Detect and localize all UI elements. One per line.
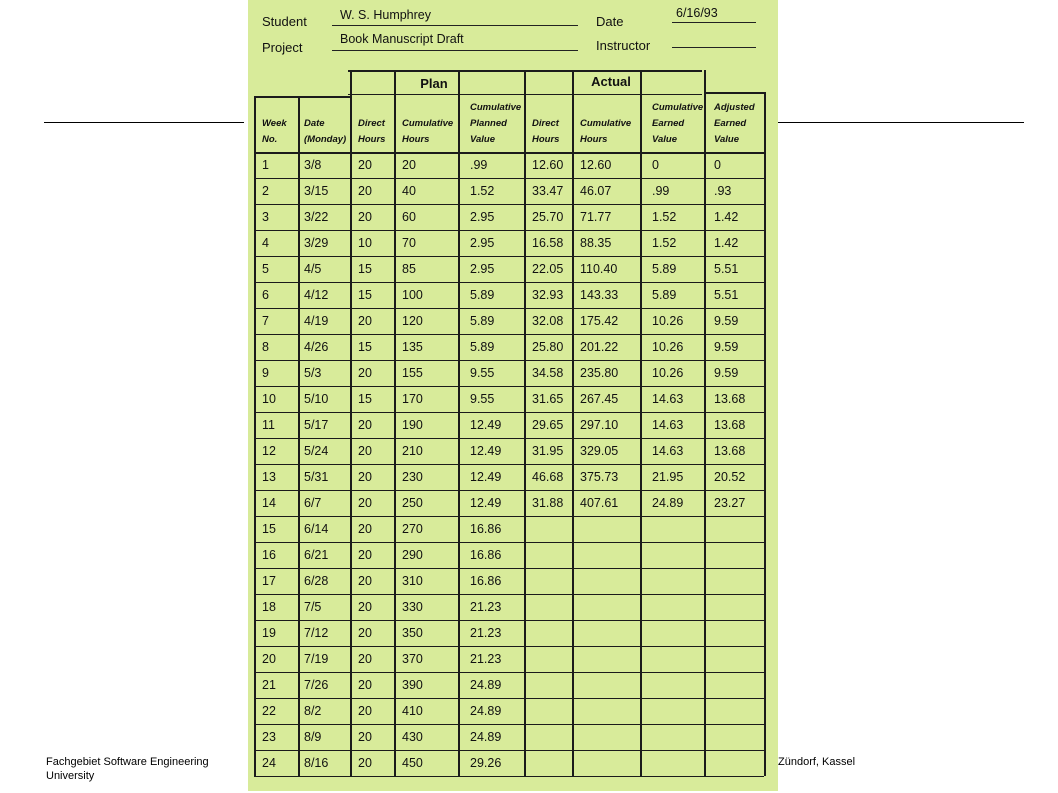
column-header <box>580 116 631 148</box>
table-cell: 8/9 <box>304 730 322 744</box>
table-cell: 7/26 <box>304 678 329 692</box>
table-cell: 1.52 <box>652 210 677 224</box>
table-cell: 6/14 <box>304 522 329 536</box>
column-divider <box>572 70 574 776</box>
table-cell: 330 <box>402 600 423 614</box>
row-divider <box>254 386 764 387</box>
table-cell: 9 <box>262 366 269 380</box>
table-cell: 5/31 <box>304 470 329 484</box>
table-cell: 88.35 <box>580 236 612 250</box>
table-cell: 3/8 <box>304 158 322 172</box>
date-label: Date <box>596 14 624 29</box>
row-divider <box>254 412 764 413</box>
table-cell: 13.68 <box>714 418 746 432</box>
table-cell: 2 <box>262 184 269 198</box>
table-cell: 20 <box>358 652 372 666</box>
column-header-line: Direct <box>532 118 559 129</box>
table-cell: 33.47 <box>532 184 564 198</box>
header-bottom-border <box>254 152 764 154</box>
table-cell: 5/17 <box>304 418 329 432</box>
table-cell: 20 <box>358 444 372 458</box>
table-cell: 407.61 <box>580 496 619 510</box>
table-cell: 14.63 <box>652 444 684 458</box>
table-cell: 70 <box>402 236 416 250</box>
table-cell: 16.86 <box>470 522 502 536</box>
table-cell: 5/24 <box>304 444 329 458</box>
table-cell: 16.58 <box>532 236 564 250</box>
table-cell: 13 <box>262 470 276 484</box>
row-divider <box>254 542 764 543</box>
table-cell: 4/5 <box>304 262 322 276</box>
table-cell: 3 <box>262 210 269 224</box>
table-cell: 1.42 <box>714 236 739 250</box>
table-cell: 5.89 <box>470 314 495 328</box>
table-cell: 5/3 <box>304 366 322 380</box>
table-cell: 24.89 <box>470 730 502 744</box>
slide-rule-right <box>778 122 1024 123</box>
table-cell: 120 <box>402 314 423 328</box>
table-cell: 1.52 <box>470 184 495 198</box>
column-divider <box>298 96 300 776</box>
table-cell: 7/19 <box>304 652 329 666</box>
table-cell: 297.10 <box>580 418 619 432</box>
table-cell: 6/21 <box>304 548 329 562</box>
table-cell: 20 <box>358 470 372 484</box>
table-cell: 15 <box>358 288 372 302</box>
table-cell: 20 <box>358 496 372 510</box>
table-cell: 13.68 <box>714 392 746 406</box>
table-cell: 7/5 <box>304 600 322 614</box>
column-divider <box>394 70 396 776</box>
table-cell: 3/29 <box>304 236 329 250</box>
table-cell: 12.60 <box>580 158 612 172</box>
table-cell: 5/10 <box>304 392 329 406</box>
table-cell: 23.27 <box>714 496 746 510</box>
table-cell: 32.08 <box>532 314 564 328</box>
table-cell: 20.52 <box>714 470 746 484</box>
column-header-line: Planned <box>470 118 507 129</box>
table-cell: 20 <box>358 522 372 536</box>
table-cell: 16.86 <box>470 548 502 562</box>
table-cell: 25.70 <box>532 210 564 224</box>
table-cell: 12.49 <box>470 496 502 510</box>
table-cell: 430 <box>402 730 423 744</box>
row-divider <box>254 308 764 309</box>
table-cell: 10 <box>358 236 372 250</box>
table-cell: 10.26 <box>652 340 684 354</box>
row-divider <box>254 464 764 465</box>
table-cell: 6 <box>262 288 269 302</box>
table-cell: 375.73 <box>580 470 619 484</box>
column-header-line: Value <box>714 134 739 145</box>
table-cell: 3/15 <box>304 184 329 198</box>
table-cell: 20 <box>358 548 372 562</box>
column-divider <box>254 96 256 776</box>
column-header <box>304 116 346 148</box>
table-cell: 13.68 <box>714 444 746 458</box>
table-cell: 390 <box>402 678 423 692</box>
table-cell: 31.95 <box>532 444 564 458</box>
table-cell: 175.42 <box>580 314 619 328</box>
table-cell: 230 <box>402 470 423 484</box>
table-cell: 17 <box>262 574 276 588</box>
table-cell: .93 <box>714 184 732 198</box>
column-header <box>470 100 521 148</box>
table-cell: 40 <box>402 184 416 198</box>
column-header <box>262 116 287 148</box>
table-cell: 4/26 <box>304 340 329 354</box>
table-cell: 10.26 <box>652 366 684 380</box>
table-cell: 20 <box>358 678 372 692</box>
table-cell: 32.93 <box>532 288 564 302</box>
table-cell: 60 <box>402 210 416 224</box>
column-header-line: Hours <box>580 134 608 145</box>
row-divider <box>254 490 764 491</box>
column-header-line: Cumulative <box>470 102 522 113</box>
table-cell: 31.65 <box>532 392 564 406</box>
table-cell: 24.89 <box>470 704 502 718</box>
table-cell: .99 <box>652 184 670 198</box>
table-cell: 3/22 <box>304 210 329 224</box>
table-cell: 34.58 <box>532 366 564 380</box>
table-cell: 24 <box>262 756 276 770</box>
table-cell: 20 <box>358 158 372 172</box>
table-cell: 12.49 <box>470 444 502 458</box>
column-header-line: Value <box>652 134 677 145</box>
row-divider <box>254 724 764 725</box>
table-cell: 2.95 <box>470 210 495 224</box>
table-cell: 2.95 <box>470 236 495 250</box>
table-cell: 29.65 <box>532 418 564 432</box>
table-cell: 46.07 <box>580 184 612 198</box>
table-cell: 22 <box>262 704 276 718</box>
table-cell: 9.59 <box>714 366 739 380</box>
column-header-line: Cumulative <box>402 118 454 129</box>
table-cell: 6/7 <box>304 496 322 510</box>
table-cell: 290 <box>402 548 423 562</box>
column-divider <box>458 70 460 776</box>
plan-section-title: Plan <box>420 76 448 91</box>
earned-value-form <box>248 0 778 791</box>
column-header-line: Cumulative <box>580 118 632 129</box>
table-cell: 329.05 <box>580 444 619 458</box>
table-cell: 5.51 <box>714 288 739 302</box>
table-cell: 15 <box>358 340 372 354</box>
table-cell: 20 <box>262 652 276 666</box>
table-cell: 12.49 <box>470 470 502 484</box>
column-header-line: Value <box>470 134 495 145</box>
table-cell: 24.89 <box>652 496 684 510</box>
table-cell: 12.60 <box>532 158 564 172</box>
row-divider <box>254 646 764 647</box>
table-cell: 15 <box>358 262 372 276</box>
row-divider <box>254 516 764 517</box>
table-cell: 350 <box>402 626 423 640</box>
table-cell: 270 <box>402 522 423 536</box>
table-cell: 20 <box>358 704 372 718</box>
column-header-line: Hours <box>532 134 560 145</box>
table-cell: 21.23 <box>470 626 502 640</box>
date-value: 6/16/93 <box>676 6 718 20</box>
table-cell: 1 <box>262 158 269 172</box>
row-divider <box>254 256 764 257</box>
column-header <box>358 116 385 148</box>
adjusted-top-border <box>704 92 764 94</box>
row-divider <box>254 334 764 335</box>
table-cell: 20 <box>358 600 372 614</box>
table-cell: 21 <box>262 678 276 692</box>
row-divider <box>254 438 764 439</box>
table-cell: 235.80 <box>580 366 619 380</box>
table-cell: 11 <box>262 418 275 432</box>
table-cell: 0 <box>652 158 659 172</box>
column-header <box>714 100 755 148</box>
footer-right-text: Zündorf, Kassel <box>778 756 856 768</box>
table-cell: 7/12 <box>304 626 329 640</box>
table-cell: 21.23 <box>470 652 502 666</box>
table-cell: 450 <box>402 756 423 770</box>
column-header-line: Direct <box>358 118 385 129</box>
table-cell: 310 <box>402 574 423 588</box>
table-cell: 250 <box>402 496 423 510</box>
row-divider <box>254 672 764 673</box>
table-cell: 20 <box>358 314 372 328</box>
column-header-line: Date <box>304 118 325 129</box>
column-header <box>532 116 559 148</box>
table-cell: 12 <box>262 444 276 458</box>
row-divider <box>254 360 764 361</box>
table-cell: 15 <box>358 392 372 406</box>
actual-section-title: Actual <box>591 74 631 89</box>
table-cell: 5.51 <box>714 262 739 276</box>
table-cell: 210 <box>402 444 423 458</box>
table-cell: 21.23 <box>470 600 502 614</box>
slide-rule-left <box>44 122 244 123</box>
table-cell: 24.89 <box>470 678 502 692</box>
table-cell: 201.22 <box>580 340 619 354</box>
table-cell: 46.68 <box>532 470 564 484</box>
table-cell: 5.89 <box>652 262 677 276</box>
row-divider <box>254 750 764 751</box>
table-cell: 170 <box>402 392 423 406</box>
row-divider <box>254 282 764 283</box>
project-value: Book Manuscript Draft <box>340 32 464 46</box>
column-header <box>652 100 703 148</box>
table-cell: 110.40 <box>580 262 618 276</box>
table-cell: 20 <box>358 366 372 380</box>
table-cell: 19 <box>262 626 276 640</box>
column-header <box>402 116 453 148</box>
table-cell: 4 <box>262 236 269 250</box>
table-cell: 21.95 <box>652 470 684 484</box>
table-cell: 14 <box>262 496 276 510</box>
table-cell: 1.42 <box>714 210 739 224</box>
table-cell: 16 <box>262 548 276 562</box>
column-divider <box>524 70 526 776</box>
table-cell: 4/19 <box>304 314 329 328</box>
table-cell: 16.86 <box>470 574 502 588</box>
table-cell: 18 <box>262 600 276 614</box>
table-cell: .99 <box>470 158 488 172</box>
table-cell: 10.26 <box>652 314 684 328</box>
table-cell: 9.55 <box>470 392 495 406</box>
table-cell: 370 <box>402 652 423 666</box>
row-divider <box>254 568 764 569</box>
row-divider <box>254 204 764 205</box>
row-divider <box>254 178 764 179</box>
table-cell: 9.55 <box>470 366 495 380</box>
table-cell: 20 <box>358 210 372 224</box>
table-top-border <box>254 96 350 98</box>
table-cell: 9.59 <box>714 314 739 328</box>
table-cell: 6/28 <box>304 574 329 588</box>
table-cell: 22.05 <box>532 262 564 276</box>
table-cell: 155 <box>402 366 423 380</box>
table-cell: 20 <box>358 574 372 588</box>
table-cell: 5.89 <box>470 288 495 302</box>
table-cell: 8/16 <box>304 756 329 770</box>
table-cell: 410 <box>402 704 423 718</box>
column-divider <box>764 92 766 776</box>
table-cell: 25.80 <box>532 340 564 354</box>
table-cell: 23 <box>262 730 276 744</box>
table-cell: 190 <box>402 418 423 432</box>
column-divider <box>640 70 642 776</box>
column-header-line: Hours <box>402 134 430 145</box>
table-cell: 31.88 <box>532 496 564 510</box>
column-header-line: Earned <box>714 118 747 129</box>
instructor-label: Instructor <box>596 38 651 53</box>
table-cell: 5.89 <box>652 288 677 302</box>
table-cell: 20 <box>358 418 372 432</box>
column-divider <box>350 70 352 776</box>
table-cell: 20 <box>358 730 372 744</box>
table-cell: 71.77 <box>580 210 612 224</box>
table-cell: 12.49 <box>470 418 502 432</box>
column-header-line: Earned <box>652 118 685 129</box>
table-cell: 20 <box>402 158 416 172</box>
table-cell: 1.52 <box>652 236 677 250</box>
table-cell: 5 <box>262 262 269 276</box>
table-cell: 7 <box>262 314 269 328</box>
table-cell: 2.95 <box>470 262 495 276</box>
student-label: Student <box>262 14 307 29</box>
project-label: Project <box>262 40 303 55</box>
table-cell: 14.63 <box>652 418 684 432</box>
column-header-line: Adjusted <box>714 102 755 113</box>
table-cell: 0 <box>714 158 721 172</box>
table-cell: 15 <box>262 522 276 536</box>
table-cell: 20 <box>358 626 372 640</box>
footer-left-text: Fachgebiet Software Engineering University <box>46 756 209 782</box>
table-cell: 135 <box>402 340 423 354</box>
table-cell: 8/2 <box>304 704 322 718</box>
table-cell: 100 <box>402 288 423 302</box>
table-cell: 20 <box>358 184 372 198</box>
student-value: W. S. Humphrey <box>340 8 431 22</box>
row-divider <box>254 620 764 621</box>
table-cell: 5.89 <box>470 340 495 354</box>
column-header-line: (Monday) <box>304 134 347 145</box>
table-cell: 4/12 <box>304 288 329 302</box>
table-cell: 143.33 <box>580 288 619 302</box>
row-divider <box>254 776 764 777</box>
column-divider <box>704 70 706 776</box>
table-cell: 20 <box>358 756 372 770</box>
table-cell: 267.45 <box>580 392 619 406</box>
column-header-line: Cumulative <box>652 102 704 113</box>
row-divider <box>254 594 764 595</box>
table-cell: 29.26 <box>470 756 502 770</box>
column-header-line: Hours <box>358 134 386 145</box>
column-header-line: Week <box>262 118 287 129</box>
table-cell: 14.63 <box>652 392 684 406</box>
row-divider <box>254 698 764 699</box>
column-header-line: No. <box>262 134 278 145</box>
table-cell: 85 <box>402 262 416 276</box>
table-cell: 9.59 <box>714 340 739 354</box>
row-divider <box>254 230 764 231</box>
table-cell: 10 <box>262 392 276 406</box>
table-cell: 8 <box>262 340 269 354</box>
